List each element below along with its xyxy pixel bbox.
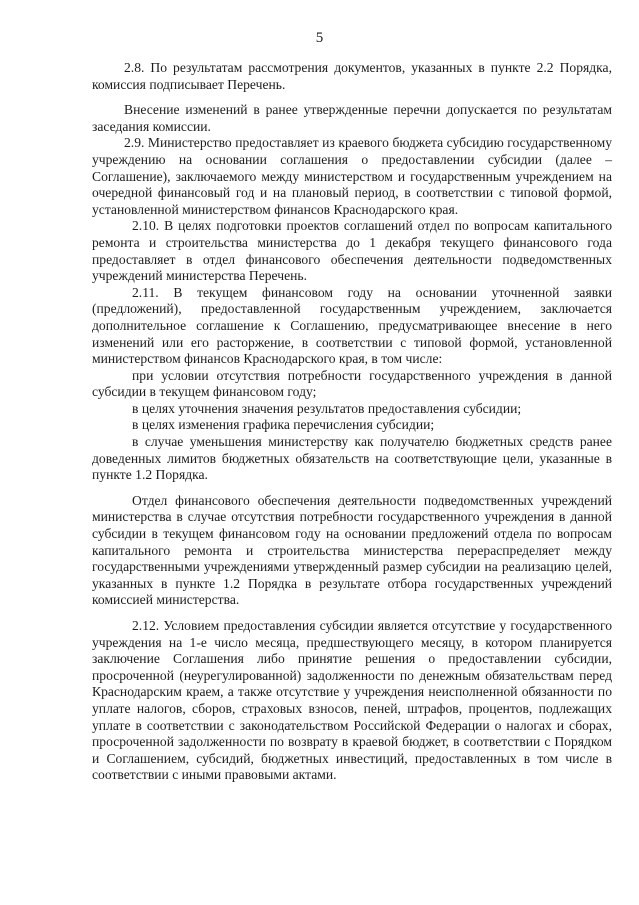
document-body <box>92 60 612 784</box>
page-number: 5 <box>315 30 324 46</box>
list-item-no-need: при условии отсутствия потребности государственного учреждения в данной субсидии в текущем финансовом году; <box>92 367 612 400</box>
paragraph-redistribution: Отдел финансового обеспечения деятельности подведомственных учреждений министерства в случае отсутствия потребности государственного учреждения в данной субсидии в текущем финансовом году на основании предложений отдела по вопросам капитального ремонта и строительства министерства перераспределяет между государственными учреждениями утвержденный размер субсидии на реализацию целей, указанных в пункте 1.2 Порядка в результате отбора государственных учреждений комиссией министерства. <box>92 492 612 608</box>
paragraph-2-9: 2.9. Министерство предоставляет из краевого бюджета субсидию государственному учреждению на основании соглашения о предоставлении субсидии (далее – Соглашение), заключаемого между министерством и государственным учреждением на очередной финансовый год и на плановый период, в соответствии с типовой формой, установленной министерством финансов Краснодарского края. <box>92 135 612 217</box>
paragraph-amendments: Внесение изменений в ранее утвержденные перечни допускается по результатам заседания комиссии. <box>92 102 612 134</box>
paragraph-2-10: 2.10. В целях подготовки проектов соглашений отдел по вопросам капитального ремонта и строительства министерства до 1 декабря текущего финансового года предоставляет в отдел финансового обеспечения деятельности подведомственных учреждений министерства Перечень. <box>92 218 612 284</box>
paragraph-2-8: 2.8. По результатам рассмотрения документов, указанных в пункте 2.2 Порядка, комиссия подписывает Перечень. <box>92 60 612 92</box>
list-item-limits-reduction: в случае уменьшения министерству как получателю бюджетных средств ранее доведенных лимитов бюджетных обязательств на соответствующие цели, указанные в пункте 1.2 Порядка. <box>92 434 612 483</box>
list-item-schedule-change: в целях изменения графика перечисления субсидии; <box>132 417 435 433</box>
paragraph-2-11: 2.11. В текущем финансовом году на основании уточненной заявки (предложений), предоставленной государственным учреждением, заключается дополнительное соглашение к Соглашению, предусматривающее внесение в него изменений или его расторжение, в соответствии с типовой формой, установленной министерством финансов Краснодарского края, в том числе: <box>92 284 612 367</box>
list-item-clarify-results: в целях уточнения значения результатов предоставления субсидии; <box>132 400 522 416</box>
paragraph-2-12: 2.12. Условием предоставления субсидии является отсутствие у государственного учреждения на 1-е число месяца, предшествующего месяцу, в котором планируется заключение Соглашения либо принятие решения о предоставлении субсидии, просроченной (неурегулированной) задолженности по денежным обязательствам перед Краснодарским краем, а также отсутствие у учреждения неисполненной обязанности по уплате налогов, сборов, страховых взносов, пеней, штрафов, процентов, подлежащих уплате в соответствии с законодательством Российской Федерации о налогах и сборах, просроченной задолженности по возврату в краевой бюджет, в соответствии с Порядком и Соглашением, субсидий, бюджетных инвестиций, предоставленных в том числе в соответствии с иными правовыми актами. <box>92 618 612 783</box>
